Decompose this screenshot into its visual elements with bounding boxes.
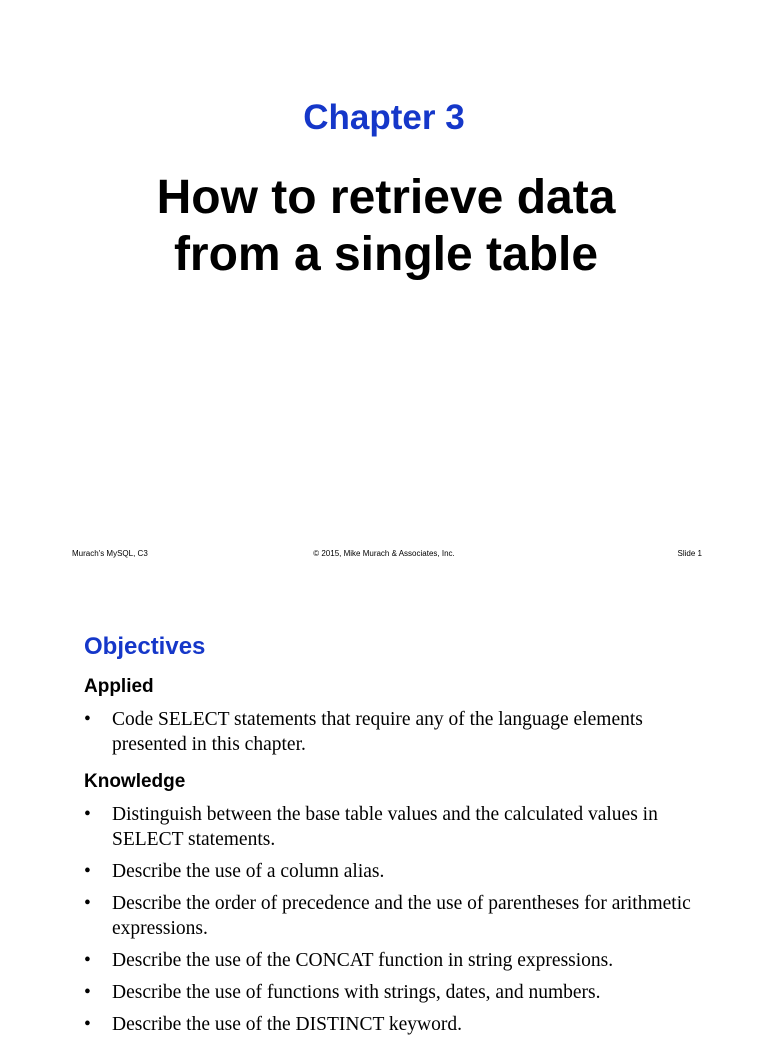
objectives-title: Objectives [84, 633, 206, 660]
bullet-dot: • [84, 950, 91, 971]
bullet-item [84, 891, 704, 941]
bullet-dot: • [84, 1014, 91, 1035]
chapter-title [0, 169, 772, 283]
bullet-text: Describe the use of the CONCAT function in string expressions. [112, 950, 614, 971]
section-heading-applied: Applied [84, 676, 154, 697]
chapter-title-line-2: from a single table [173, 228, 599, 281]
bullet-dot: • [84, 893, 91, 914]
bullet-list-applied [84, 707, 704, 764]
bullet-item [84, 859, 704, 884]
bullet-dot: • [84, 709, 91, 730]
footer-course: Murach's MySQL, C3 [72, 549, 148, 558]
footer-copyright: © 2015, Mike Murach & Associates, Inc. [313, 549, 455, 558]
bullet-text: Describe the use of functions with strings, dates, and numbers. [112, 982, 601, 1003]
bullet-text: Describe the use of a column alias. [112, 861, 385, 882]
bullet-dot: • [84, 861, 91, 882]
bullet-item [84, 980, 704, 1005]
bullet-dot: • [84, 982, 91, 1003]
bullet-item [84, 1012, 704, 1037]
bullet-list-knowledge [84, 802, 704, 1044]
chapter-title-line-1: How to retrieve data [156, 171, 616, 224]
bullet-item [84, 948, 704, 973]
bullet-item [84, 707, 704, 757]
chapter-label: Chapter 3 [303, 98, 465, 137]
section-heading-knowledge: Knowledge [84, 771, 186, 792]
objectives-slide [0, 576, 768, 1035]
bullet-dot: • [84, 804, 91, 825]
bullet-text: Describe the use of the DISTINCT keyword. [112, 1014, 463, 1035]
bullet-text: Code SELECT statements that require any of the language elements presented in this chapter. [112, 709, 643, 755]
bullet-text: Describe the order of precedence and the use of parentheses for arithmetic expressions. [112, 893, 691, 939]
slide-footer [0, 548, 768, 560]
bullet-text: Distinguish between the base table values and the calculated values in SELECT statements. [112, 804, 658, 850]
footer-slide-number: Slide 1 [677, 549, 702, 558]
bullet-item [84, 802, 704, 852]
